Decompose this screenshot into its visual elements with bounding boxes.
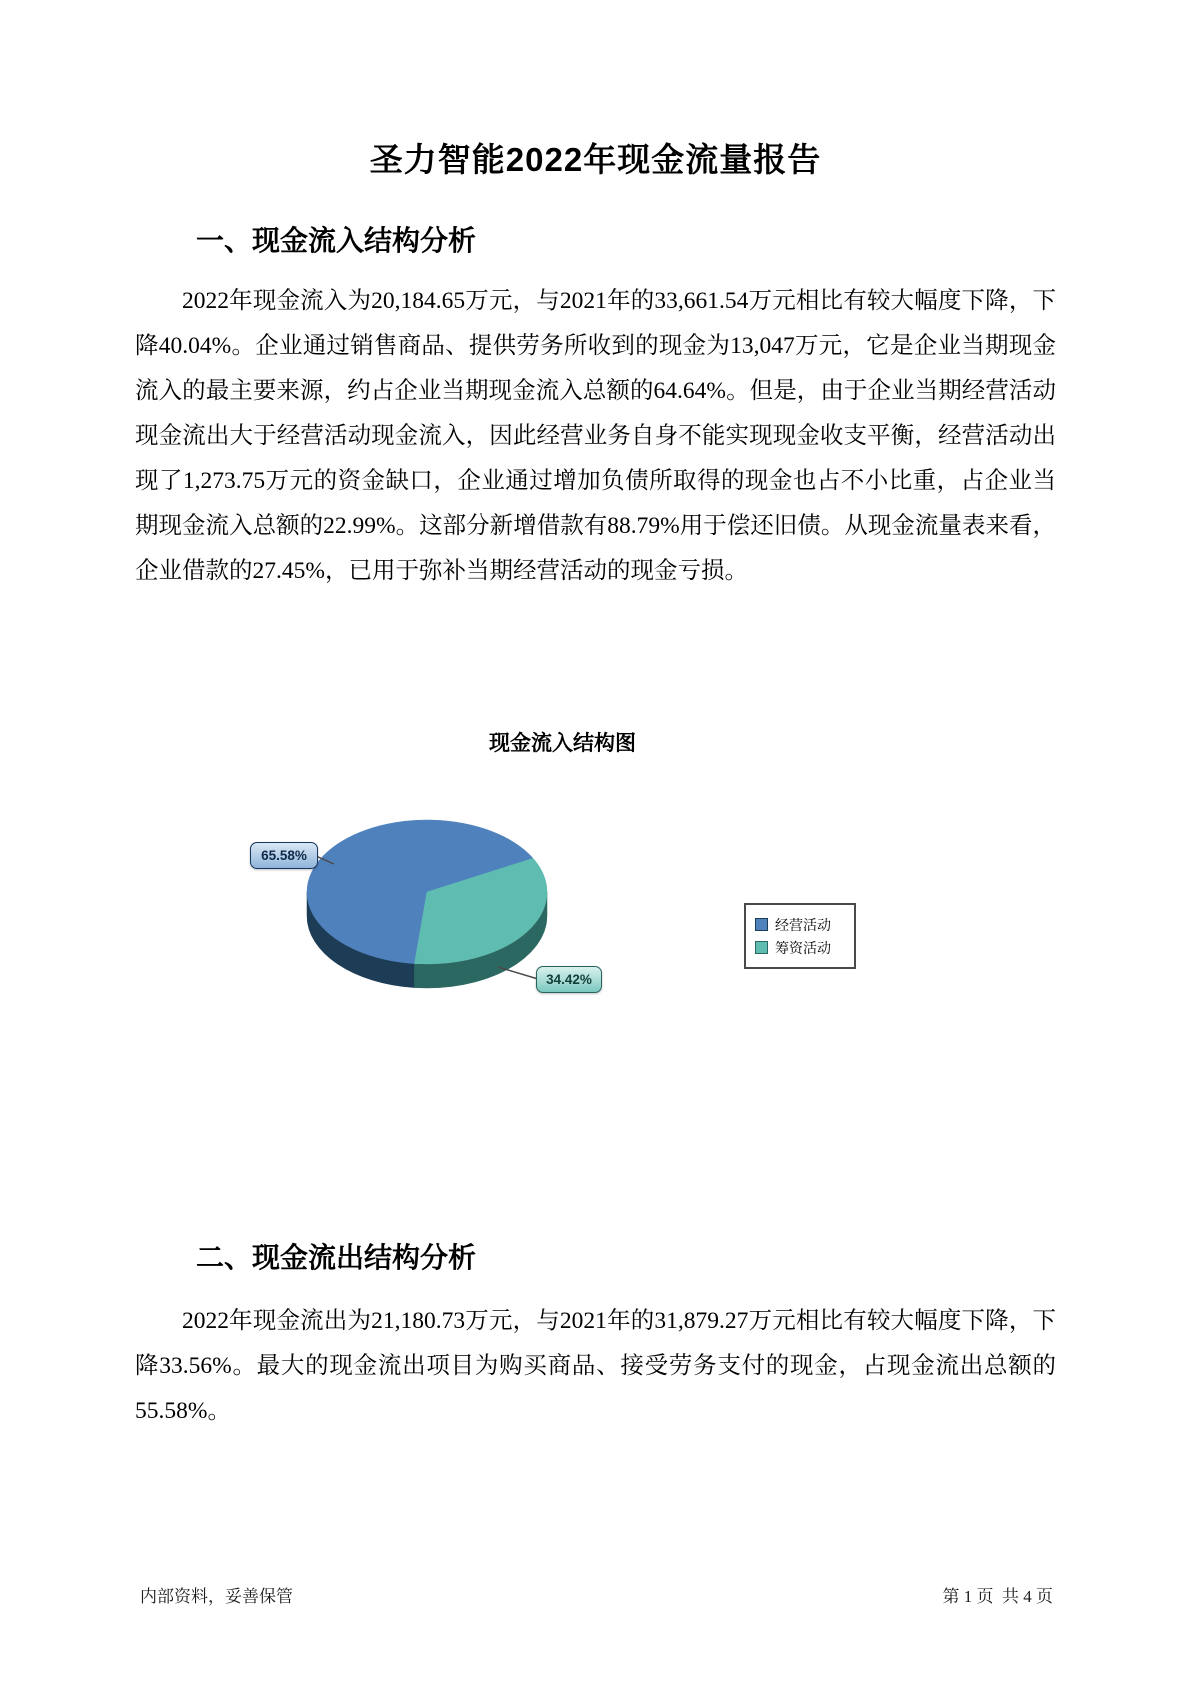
footer-page-number: 第 1 页 共 4 页 bbox=[942, 1587, 1053, 1606]
chart-legend bbox=[744, 903, 856, 969]
section-1-paragraph: 2022年现金流入为20,184.65万元，与2021年的33,661.54万元相比有较大幅度下降，下降40.04%。企业通过销售商品、提供劳务所收到的现金为13,047万元，它是企业当期现金流入的最主要来源，约占企业当期现金流入总额的64.64%。但是，由于企业当期经营活动现金流出大于经营活动现金流入，因此经营业务自身不能实现现金收支平衡，经营活动出现了1,273.75万元的资金缺口，企业通过增加负债所取得的现金也占不小比重，占企业当期现金流入总额的22.99%。这部分新增借款有88.79%用于偿还旧债。从现金流量表来看，企业借款的27.45%，已用于弥补当期经营活动的现金亏损。 bbox=[135, 288, 1056, 584]
pie-callout-financing bbox=[536, 966, 602, 993]
legend-label-financing: 筹资活动 bbox=[775, 939, 831, 956]
legend-swatch-financing-icon bbox=[755, 941, 768, 954]
pie-callout-operating-value: 65.58% bbox=[261, 848, 307, 863]
legend-item-financing bbox=[755, 936, 845, 959]
pie-callout-financing-value: 34.42% bbox=[546, 972, 592, 987]
pie-callout-operating bbox=[250, 842, 318, 869]
legend-label-operating: 经营活动 bbox=[775, 916, 831, 933]
legend-item-operating bbox=[755, 913, 845, 936]
pie-slices bbox=[307, 820, 547, 988]
section-1-heading: 一、现金流入结构分析 bbox=[196, 225, 477, 256]
page-title: 圣力智能2022年现金流量报告 bbox=[369, 141, 822, 178]
legend-swatch-operating-icon bbox=[755, 918, 768, 931]
cash-inflow-pie-chart bbox=[0, 770, 1191, 1025]
chart-title: 现金流入结构图 bbox=[489, 732, 636, 755]
section-2-paragraph: 2022年现金流出为21,180.73万元，与2021年的31,879.27万元相比有较大幅度下降，下降33.56%。最大的现金流出项目为购买商品、接受劳务支付的现金，占现金流出总额的55.58%。 bbox=[135, 1308, 1056, 1424]
section-2-heading: 二、现金流出结构分析 bbox=[196, 1242, 477, 1273]
callout-line-financing bbox=[498, 967, 538, 979]
footer-confidential-note: 内部资料，妥善保管 bbox=[140, 1587, 293, 1606]
